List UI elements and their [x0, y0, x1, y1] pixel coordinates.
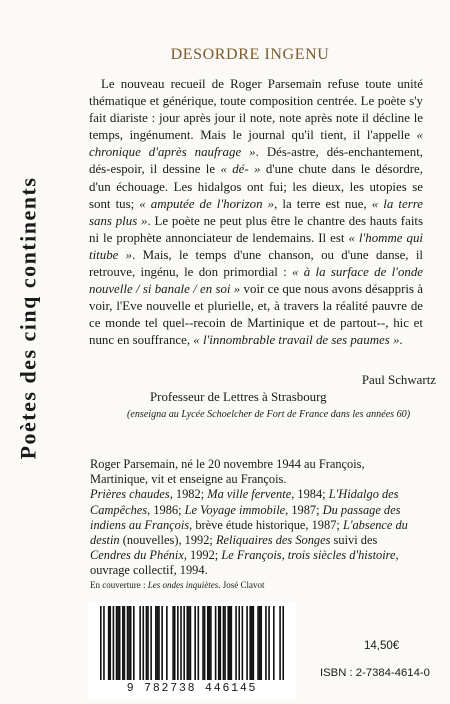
isbn: ISBN : 2-7384-4614-0: [320, 667, 430, 679]
barcode-bar: [220, 606, 222, 680]
blurb-segment-13: « l'innombrable travail de ses paumes »: [193, 333, 400, 348]
barcode-bar: [282, 606, 284, 680]
blurb-segment-8: . Le poète ne peut plus être le chantre des hauts faits ni le prophète annonciateur de lendemains. Il est: [89, 213, 423, 245]
blurb-segment-4: d'une chute dans le désordre, d'un échouage. Les hidalgos ont fui; les dieux, les utopies se sont tus;: [89, 162, 423, 211]
barcode-bar: [215, 606, 217, 680]
bio-segment-19: , ouvrage collectif, 1994.: [90, 548, 399, 578]
barcode-bar: [260, 606, 262, 680]
barcode-bar: [207, 606, 209, 680]
barcode-bar: [142, 606, 144, 680]
barcode-bar: [119, 606, 121, 680]
signature-role: Professeur de Lettres à Strasbourg: [150, 390, 327, 404]
blurb-segment-2: . Dés-astre, dés-enchantement, dés-espoir, il dessine le: [89, 145, 424, 177]
cover-credit-label: En couverture :: [90, 580, 146, 590]
barcode-bar: [190, 606, 192, 680]
barcode-bar: [130, 606, 132, 680]
barcode-bar: [224, 606, 226, 680]
bio-segment-10: Du passage des indiens au François: [90, 502, 401, 532]
series-title-text: Poètes des cinq continents: [15, 176, 41, 460]
barcode-bar: [257, 606, 259, 680]
barcode-bar: [127, 606, 129, 680]
barcode-bar: [108, 606, 110, 680]
barcode-bar: [100, 606, 102, 680]
barcode-bar: [227, 606, 229, 680]
blurb-segment-14: .: [399, 333, 403, 348]
barcode-bar: [139, 606, 141, 680]
barcode-bar: [188, 606, 190, 680]
bio-segment-15: suivi des: [330, 533, 378, 548]
barcode-bar: [161, 606, 163, 680]
signature-name: Paul Schwartz: [361, 373, 436, 387]
barcode-bar: [122, 606, 124, 680]
blurb-signature: [127, 372, 436, 423]
barcode-bar: [253, 606, 255, 680]
series-title-vertical: [8, 58, 48, 578]
barcode-bar: [166, 606, 168, 680]
blurb-segment-7: « la terre sans plus »: [89, 196, 423, 228]
bio-segment-3: , 1982;: [169, 487, 208, 502]
book-title: DESORDRE INGENU: [170, 46, 330, 63]
bio-segment-9: , 1987;: [285, 502, 323, 517]
bio-segment-17: , 1992;: [183, 548, 222, 563]
barcode-bar: [251, 606, 253, 680]
barcode-bar: [194, 606, 196, 680]
barcode-bar: [242, 606, 244, 680]
barcode-bar: [183, 606, 185, 680]
bio-segment-0: Roger Parsemain, né le 20 novembre 1944 au François, Martinique, vit et enseigne au François.: [90, 457, 365, 487]
barcode-bar: [259, 606, 261, 680]
barcode-bar: [218, 606, 220, 680]
barcode: [88, 602, 296, 700]
bio-segment-8: Le Voyage immobile: [184, 502, 286, 517]
bio-segment-4: Ma ville fervente: [207, 487, 292, 502]
barcode-bar: [246, 606, 248, 680]
barcode-bar: [174, 606, 176, 680]
blurb-segment-1: « chronique d'après naufrage »: [89, 128, 423, 160]
barcode-bar: [157, 606, 159, 680]
barcode-bar: [128, 606, 130, 680]
barcode-bar: [273, 606, 275, 680]
blurb-segment-9: « l'homme qui titube »: [89, 230, 423, 262]
barcode-bar: [146, 606, 148, 680]
barcode-bar: [180, 606, 182, 680]
author-bio: [90, 457, 418, 579]
back-cover-blurb: [89, 76, 423, 350]
bio-segment-7: , 1986;: [147, 502, 185, 517]
barcode-bar: [238, 606, 240, 680]
bio-segment-13: (nouvelles), 1992;: [119, 533, 216, 548]
bio-segment-11: , brève étude historique, 1987;: [189, 517, 343, 532]
barcode-bar: [210, 606, 212, 680]
barcode-bar: [147, 606, 149, 680]
barcode-bar: [109, 606, 111, 680]
signature-note: (enseigna au Lycée Schoelcher de Fort de France dans les années 60): [127, 409, 411, 420]
barcode-bar: [198, 606, 200, 680]
barcode-bar: [177, 606, 179, 680]
blurb-segment-11: « à la surface de l'onde nouvelle / si banale / en soi »: [89, 265, 423, 297]
bio-segment-5: , 1984;: [291, 487, 329, 502]
barcode-bar: [204, 606, 206, 680]
blurb-segment-5: « amputée de l'horizon »: [139, 196, 275, 211]
barcode-bar: [133, 606, 135, 680]
barcode-bar: [249, 606, 251, 680]
cover-credit-artist: José Clavot: [222, 580, 265, 590]
barcode-bar: [187, 606, 189, 680]
bio-segment-2: Prières chaudes: [90, 487, 170, 502]
bio-segment-14: Reliquaires des Songes: [215, 533, 331, 548]
barcode-bar: [209, 606, 211, 680]
barcode-bar: [116, 606, 118, 680]
blurb-segment-10: . Mais, le temps d'une chanson, ou d'une danse, il retrouve, ingénu, le don primordial :: [89, 247, 423, 280]
blurb-segment-0: Le nouveau recueil de Roger Parsemain refuse toute unité thématique et générique, toute composition centrée. Le poète s'y fait diariste : jour après jour il note, note après note il décline le temps, ingénument. Mais le journal qu'il tient, il l'appelle: [89, 77, 423, 143]
blurb-segment-12: voir ce que nous avons désappris à voir, l'Eve nouvelle et plurielle, et, à travers la réalité pauvre de ce monde tel quel--recoin de Martinique et de partout--, hic et nunc en souffrance,: [89, 282, 423, 348]
barcode-bar: [279, 606, 281, 680]
barcode-bar: [268, 606, 270, 680]
bio-segment-12: L'absence du destin: [90, 517, 408, 548]
barcode-bar: [117, 606, 119, 680]
barcode-digits: 9 782738 446145: [126, 682, 258, 695]
cover-credit-work: Les ondes inquiètes.: [147, 580, 221, 590]
barcode-bar: [231, 606, 233, 680]
barcode-bar: [223, 606, 225, 680]
bio-segment-6: L'Hidalgo des Campêches: [90, 487, 399, 517]
barcode-bar: [229, 606, 231, 680]
barcode-bar: [172, 606, 174, 680]
price: 14,50€: [364, 640, 400, 652]
barcode-bar: [202, 606, 204, 680]
barcode-bar: [158, 606, 160, 680]
barcode-bar: [155, 606, 157, 680]
bio-segment-18: Le François, trois siècles d'histoire: [221, 548, 396, 563]
cover-credit: [90, 580, 264, 590]
barcode-bar: [113, 606, 115, 680]
barcode-bar: [235, 606, 237, 680]
barcode-bars: [88, 602, 296, 682]
barcode-bar: [124, 606, 126, 680]
blurb-segment-3: « dé- »: [220, 162, 261, 177]
bio-segment-16: Cendres du Phénix: [90, 548, 184, 563]
barcode-bar: [265, 606, 267, 680]
barcode-bar: [103, 606, 105, 680]
barcode-bar: [150, 606, 152, 680]
blurb-segment-6: , la terre est nue,: [274, 196, 372, 211]
